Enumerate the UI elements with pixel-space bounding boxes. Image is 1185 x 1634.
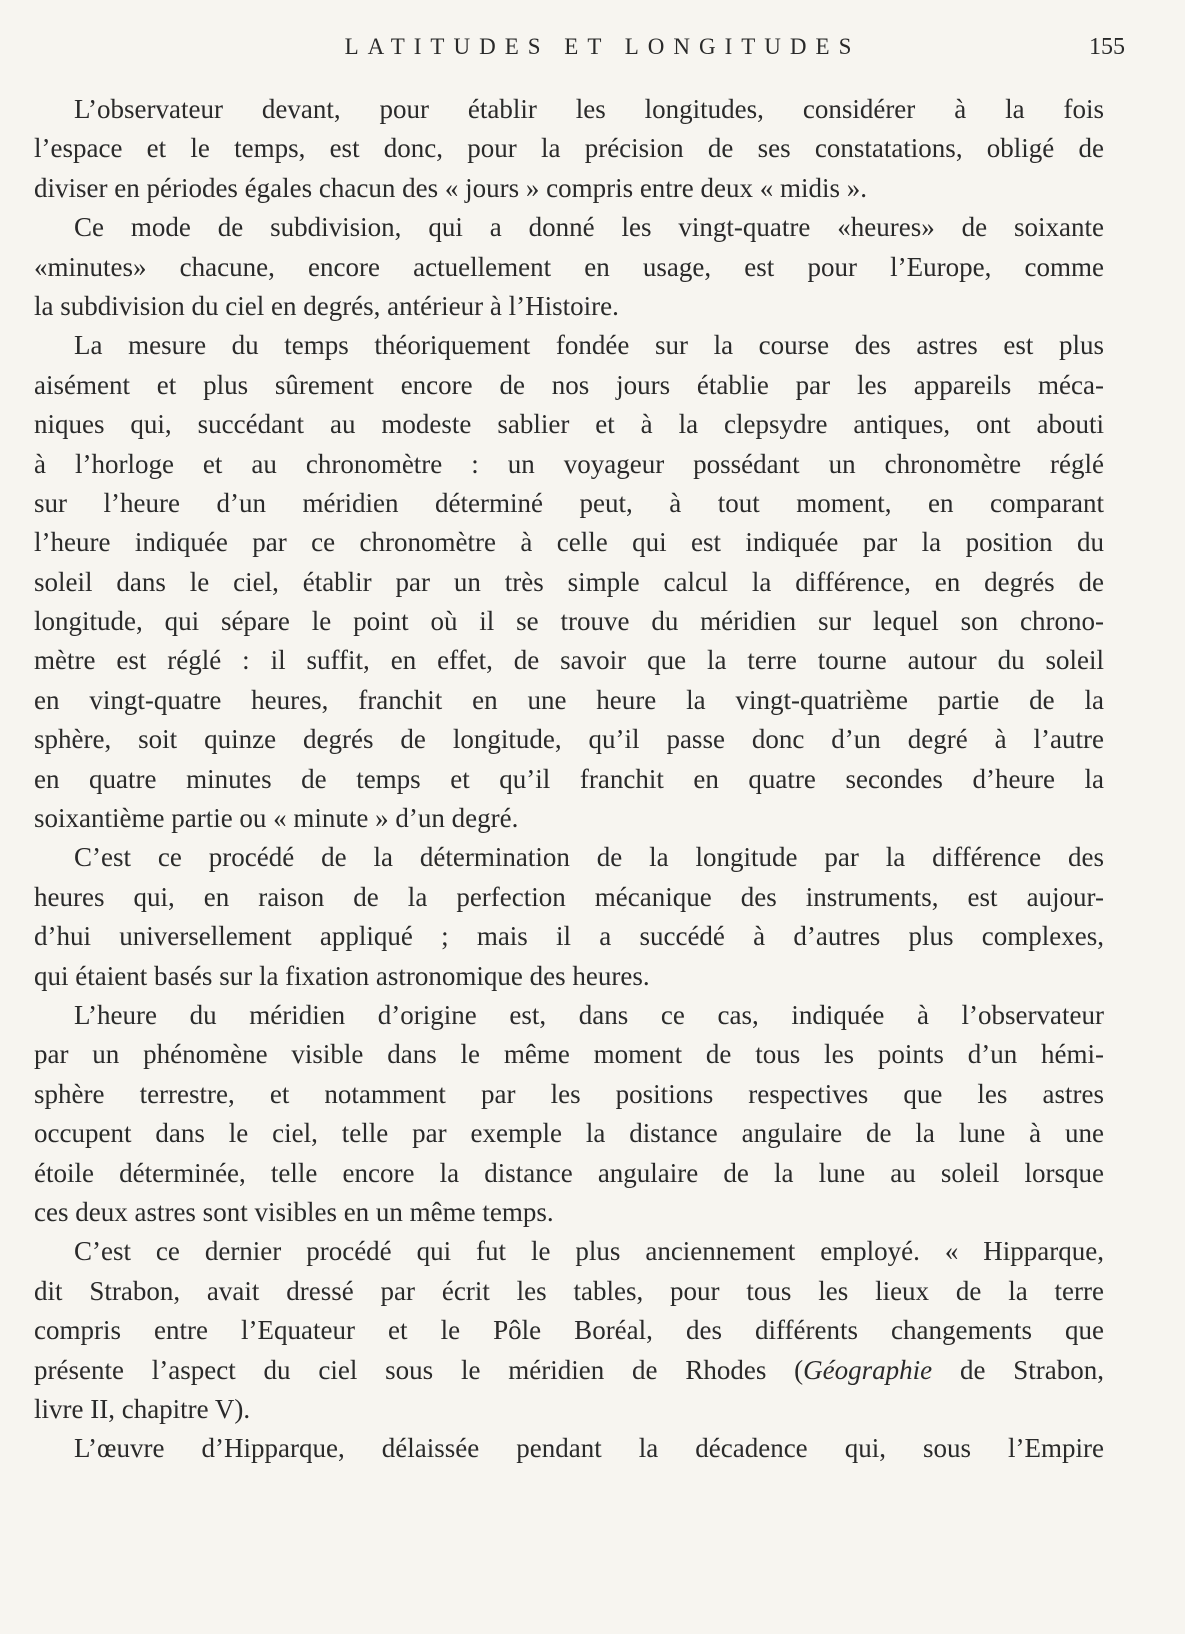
text-line: sphère terrestre, et notamment par les positions respectives que les astres [34,1078,1104,1109]
text-line: livre II, chapitre V). [34,1393,251,1424]
text-line: présente l’aspect du ciel sous le méridien de Rhodes (Géographie de Strabon, [34,1354,1104,1385]
text-line: ces deux astres sont visibles en un même temps. [34,1196,554,1227]
paragraph [34,996,1104,1232]
paragraph [34,838,1104,996]
text-line: compris entre l’Equateur et le Pôle Boréal, des différents changements que [34,1315,1104,1346]
text-line: L’observateur devant, pour établir les longitudes, considérer à la fois [74,94,1104,124]
text-line: l’heure indiquée par ce chronomètre à celle qui est indiquée par la position du [34,527,1104,558]
text-line: aisément et plus sûrement encore de nos jours établie par les appareils méca- [34,369,1104,400]
text-line: en quatre minutes de temps et qu’il franchit en quatre secondes d’heure la [34,763,1104,794]
text-line: qui étaient basés sur la fixation astronomique des heures. [34,960,650,991]
paragraph [34,208,1104,326]
text-line: soixantième partie ou « minute » d’un degré. [34,803,519,834]
text-line: l’espace et le temps, est donc, pour la précision de ses constatations, obligé de [34,133,1104,164]
paragraph [34,1232,1104,1429]
text-line: longitude, qui sépare le point où il se trouve du méridien sur lequel son chrono- [34,606,1104,637]
text-line: L’heure du méridien d’origine est, dans ce cas, indiquée à l’observateur [74,999,1104,1030]
text-line: à l’horloge et au chronomètre : un voyageur possédant un chronomètre réglé [34,448,1104,479]
book-title-italic: Géographie [803,1354,933,1385]
text-line: dit Strabon, avait dressé par écrit les tables, pour tous les lieux de la terre [34,1275,1104,1306]
body-text [34,90,1104,1469]
text-line: L’œuvre d’Hipparque, délaissée pendant la décadence qui, sous l’Empire [74,1433,1104,1464]
text-line: C’est ce dernier procédé qui fut le plus anciennement employé. « Hipparque, [74,1236,1104,1267]
text-line: C’est ce procédé de la détermination de la longitude par la différence des [74,842,1104,873]
text-line: d’hui universellement appliqué ; mais il a succédé à d’autres plus complexes, [34,921,1104,952]
text-line: en vingt-quatre heures, franchit en une heure la vingt-quatrième partie de la [34,684,1104,715]
text-line: heures qui, en raison de la perfection mécanique des instruments, est aujour- [34,881,1104,912]
page-header [0,34,1185,74]
paragraph [34,1429,1104,1468]
text-line: la subdivision du ciel en degrés, antérieur à l’Histoire. [34,290,619,321]
paragraph [34,90,1104,208]
text-line: occupent dans le ciel, telle par exemple la distance angulaire de la lune à une [34,1118,1104,1149]
page-number: 155 [1089,34,1125,60]
text-line: étoile déterminée, telle encore la distance angulaire de la lune au soleil lorsque [34,1157,1104,1188]
text-line: diviser en périodes égales chacun des « jours » compris entre deux « midis ». [34,172,868,203]
text-line: mètre est réglé : il suffit, en effet, de savoir que la terre tourne autour du soleil [34,645,1104,676]
text-line: «minutes» chacune, encore actuellement en usage, est pour l’Europe, comme [34,251,1104,282]
text-line: La mesure du temps théoriquement fondée sur la course des astres est plus [74,330,1104,361]
text-line: sur l’heure d’un méridien déterminé peut, à tout moment, en comparant [34,487,1104,518]
text-line: niques qui, succédant au modeste sablier et à la clepsydre antiques, ont abouti [34,409,1104,440]
text-line: sphère, soit quinze degrés de longitude, qu’il passe donc d’un degré à l’autre [34,724,1104,755]
running-title: LATITUDES ET LONGITUDES [344,34,861,59]
text-line: soleil dans le ciel, établir par un très simple calcul la différence, en degrés de [34,566,1104,597]
paragraph [34,326,1104,838]
text-line: par un phénomène visible dans le même moment de tous les points d’un hémi- [34,1039,1104,1070]
text-line: Ce mode de subdivision, qui a donné les vingt-quatre «heures» de soixante [74,212,1104,243]
